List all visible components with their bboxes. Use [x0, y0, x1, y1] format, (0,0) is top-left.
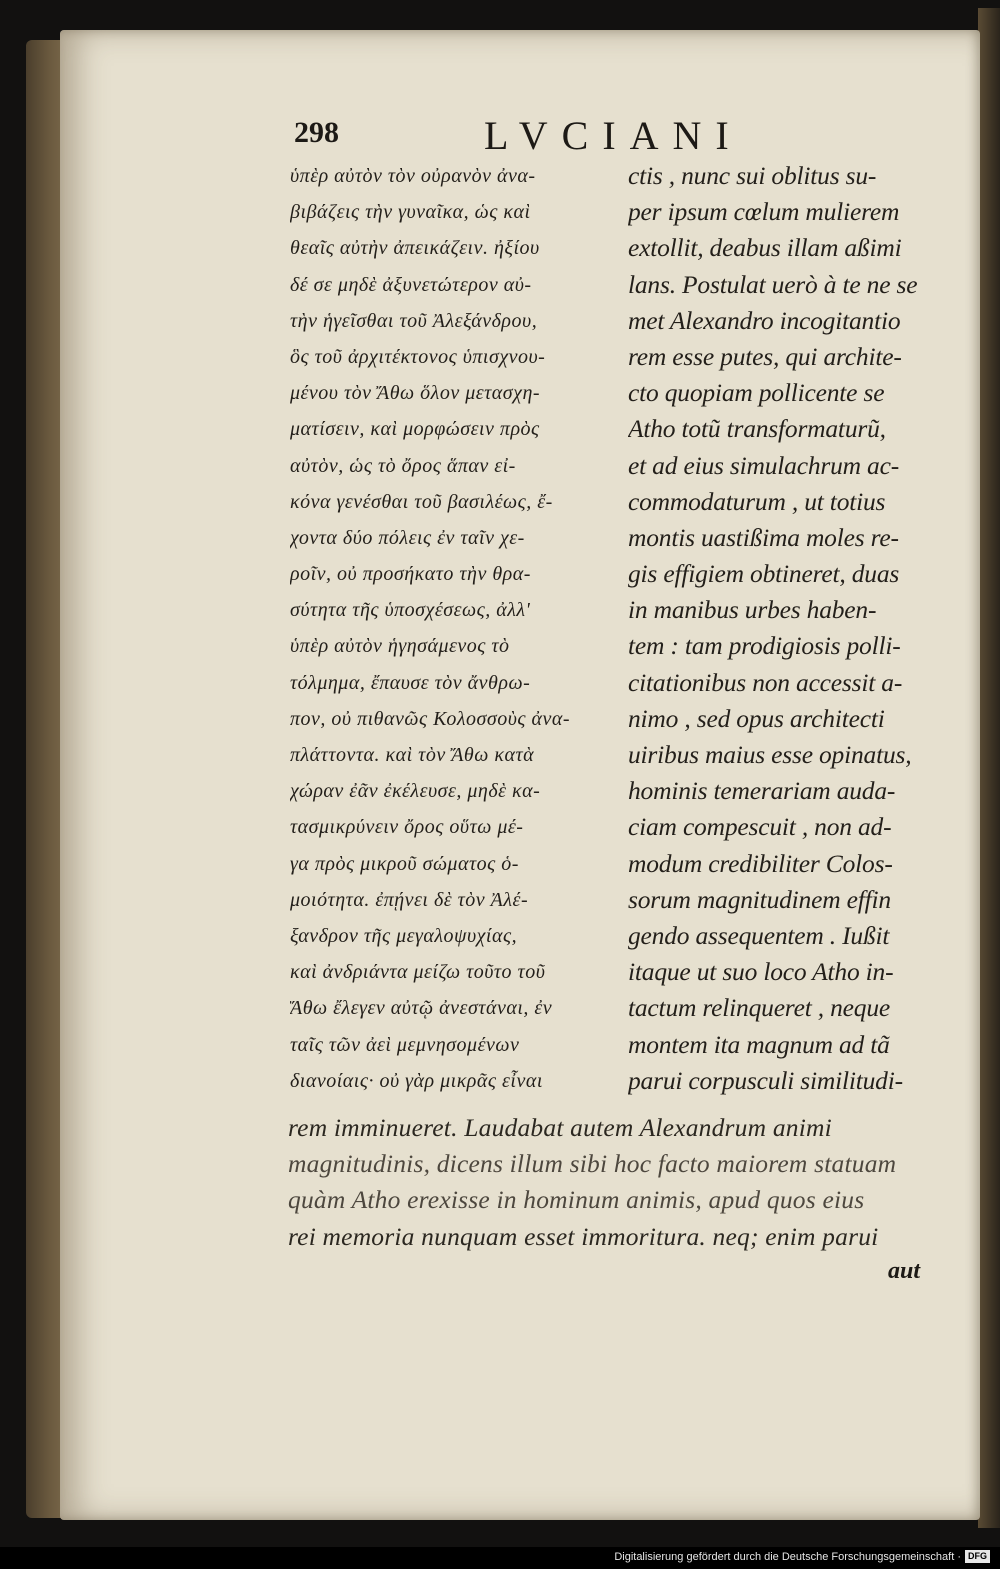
greek-text-line: ροῖν, οὐ προσήκατο τὴν θρα- — [290, 563, 531, 586]
latin-text-line: Atho totũ transformaturũ, — [628, 414, 886, 444]
latin-text-line: commodaturum , ut totius — [628, 486, 886, 516]
dfg-logo-icon: DFG — [965, 1550, 990, 1563]
catchword: aut — [888, 1258, 921, 1284]
latin-full-line: quàm Atho erexisse in hominum animis, apud quos eius — [288, 1185, 865, 1215]
latin-text-line: modum credibiliter Colos- — [628, 848, 893, 878]
running-head: LVCIANI — [484, 113, 743, 158]
greek-text-line: πον, οὐ πιθανῶς Κολοσσοὺς ἀνα- — [290, 707, 571, 730]
latin-text-line: gendo assequentem . Iußit — [628, 920, 890, 950]
latin-text-line: et ad eius simulachrum ac- — [628, 450, 900, 480]
greek-text-line: μένου τὸν Ἄθω ὅλον μετασχη- — [290, 382, 541, 405]
footer-bar — [0, 1547, 1000, 1569]
latin-text-line: extollit, deabus illam aßimi — [628, 233, 902, 263]
greek-text-line: τόλμημα, ἔπαυσε τὸν ἄνθρω- — [290, 671, 531, 694]
page-header — [294, 113, 944, 158]
latin-text-line: itaque ut suo loco Atho in- — [628, 957, 894, 987]
latin-full-line: rei memoria nunquam esset immoritura. neq; enim parui — [288, 1221, 879, 1251]
latin-text-line: montem ita magnum ad tã — [628, 1029, 890, 1059]
greek-text-line: ξανδρον τῆς μεγαλοψυχίας, — [290, 924, 518, 947]
greek-text-line: τασμικρύνειν ὄρος οὕτω μέ- — [290, 816, 524, 839]
latin-text-line: in manibus urbes haben- — [628, 595, 877, 625]
latin-text-line: nimo , sed opus architecti — [628, 703, 885, 733]
greek-text-line: ὑπὲρ αὐτὸν ἡγησάμενος τὸ — [290, 635, 510, 658]
latin-text-line: lans. Postulat uerò à te ne se — [628, 269, 918, 299]
greek-text-line: κόνα γενέσθαι τοῦ βασιλέως, ἔ- — [290, 490, 553, 513]
latin-text-line: ctis , nunc sui oblitus su- — [628, 161, 877, 190]
greek-text-line: αὐτὸν, ὡς τὸ ὄρος ἅπαν εἰ- — [290, 454, 516, 477]
latin-text-line: tem : tam prodigiosis polli- — [628, 631, 901, 661]
greek-text-line: καὶ ἀνδριάντα μείζω τοῦτο τοῦ — [290, 961, 546, 984]
latin-full-line: rem imminueret. Laudabat autem Alexandrum animi — [288, 1113, 832, 1142]
greek-text-line: χώραν ἐᾶν ἐκέλευσε, μηδὲ κα- — [290, 780, 541, 803]
latin-text-line: cto quopiam pollicente se — [628, 378, 885, 408]
full-width-text-block — [288, 1110, 938, 1255]
greek-text-line: πλάττοντα. καὶ τὸν Ἄθω κατὰ — [290, 744, 535, 766]
latin-text-line: uiribus maius esse opinatus, — [628, 740, 912, 769]
greek-text-line: ὑπὲρ αὐτὸν τὸν οὐρανὸν ἀνα- — [290, 165, 536, 187]
greek-text-line: τὴν ἡγεῖσθαι τοῦ Ἀλεξάνδρου, — [290, 309, 538, 332]
latin-text-line: tactum relinqueret , neque — [628, 993, 891, 1023]
latin-text-line: sorum magnitudinem effin — [628, 884, 891, 914]
latin-text-line: per ipsum cœlum mulierem — [628, 197, 900, 227]
greek-text-line: ταῖς τῶν ἀεὶ μεμνησομένων — [290, 1033, 520, 1056]
latin-text-line: met Alexandro incogitantio — [628, 305, 901, 335]
latin-text-line: ciam compescuit , non ad- — [628, 812, 892, 842]
greek-text-line: δέ σε μηδὲ ἀξυνετώτερον αὐ- — [290, 273, 532, 296]
page-number: 298 — [294, 116, 339, 149]
latin-text-line: hominis temerariam auda- — [628, 776, 896, 806]
greek-text-line: ὃς τοῦ ἀρχιτέκτονος ὑπισχνου- — [290, 345, 546, 368]
greek-text-line: ματίσειν, καὶ μορφώσειν πρὸς — [290, 418, 540, 441]
greek-text-line: σύτητα τῆς ὑποσχέσεως, ἀλλ' — [290, 599, 531, 622]
latin-text-column — [628, 158, 948, 1099]
latin-text-line: citationibus non accessit a- — [628, 667, 903, 697]
greek-text-line: χοντα δύο πόλεις ἐν ταῖν χε- — [290, 526, 525, 549]
latin-full-line: magnitudinis, dicens illum sibi hoc facto maiorem statuam — [288, 1149, 897, 1179]
credit-text: Digitalisierung gefördert durch die Deutsche Forschungsgemeinschaft · — [614, 1550, 961, 1563]
latin-text-line: montis uastißima moles re- — [628, 522, 899, 552]
greek-text-line: βιβάζεις τὴν γυναῖκα, ὡς καὶ — [290, 201, 531, 224]
greek-text-column — [290, 158, 602, 1099]
greek-text-line: Ἄθω ἔλεγεν αὐτῷ ἀνεστάναι, ἐν — [290, 997, 553, 1020]
latin-text-line: gis effigiem obtineret, duas — [628, 559, 900, 589]
latin-text-line: rem esse putes, qui archite- — [628, 341, 902, 371]
latin-text-line: parui corpusculi similitudi- — [628, 1065, 903, 1095]
greek-text-line: διανοίαις· οὐ γὰρ μικρᾶς εἶναι — [290, 1069, 543, 1092]
greek-text-line: θεαῖς αὐτὴν ἀπεικάζειν. ἠξίου — [290, 237, 540, 260]
dfg-credit — [614, 1550, 990, 1563]
greek-text-line: μοιότητα. ἐπῄνει δὲ τὸν Ἀλέ- — [290, 888, 529, 911]
page-stack-edge — [978, 8, 1000, 1528]
greek-text-line: γα πρὸς μικροῦ σώματος ὁ- — [290, 852, 519, 875]
